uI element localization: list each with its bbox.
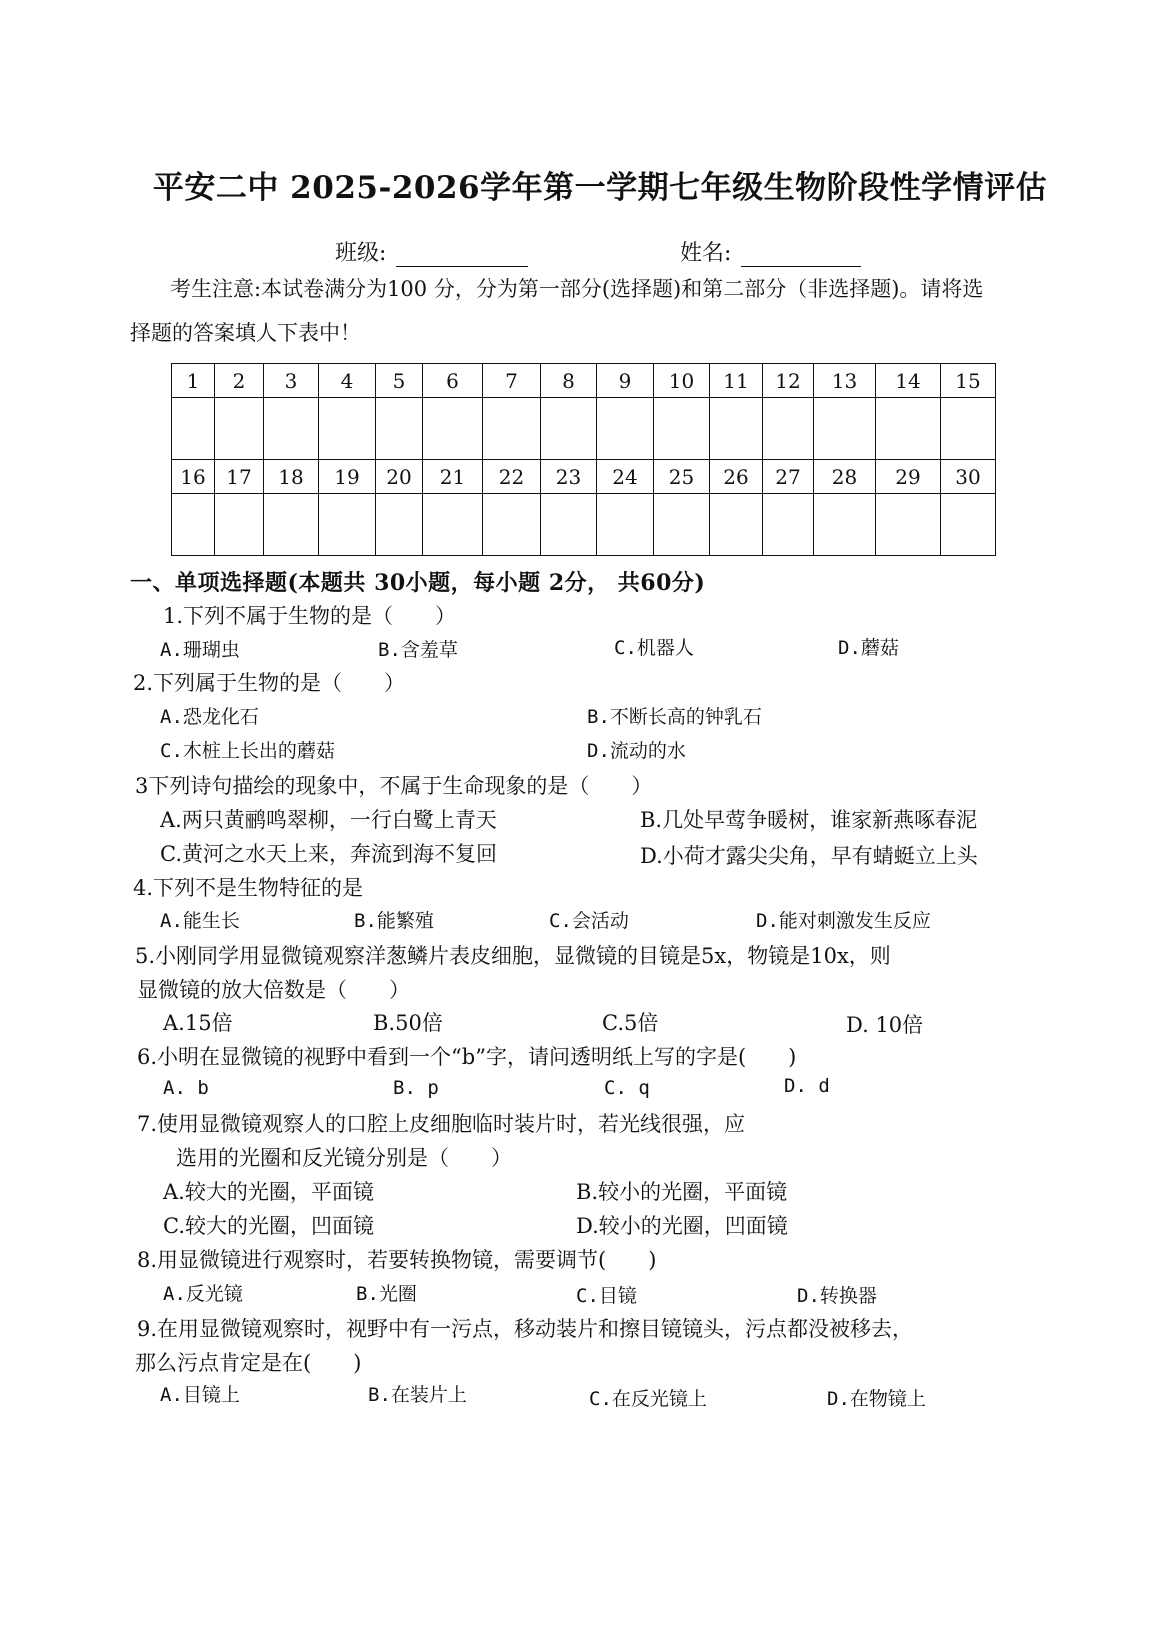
answer-number: 20	[376, 460, 423, 494]
answer-number-row	[172, 460, 996, 494]
answer-box[interactable]	[814, 398, 876, 460]
answer-number: 15	[941, 364, 996, 398]
option[interactable]: C.会活动	[549, 910, 629, 932]
page-title: 平安二中 2025-2026学年第一学期七年级生物阶段性学情评估	[152, 170, 1048, 206]
answer-box[interactable]	[941, 398, 996, 460]
answer-box[interactable]	[483, 398, 541, 460]
option[interactable]: D. d	[784, 1075, 830, 1097]
option[interactable]: A.能生长	[160, 910, 240, 932]
option[interactable]: C.机器人	[614, 637, 694, 659]
question-stem: 7.使用显微镜观察人的口腔上皮细胞临时装片时，若光线很强，应	[137, 1112, 746, 1136]
answer-box[interactable]	[264, 398, 319, 460]
section-title: 一、单项选择题(本题共 30小题，每小题 2分， 共60分)	[130, 570, 706, 596]
option[interactable]: B.含羞草	[378, 639, 458, 661]
answer-number: 5	[376, 364, 423, 398]
question-stem: 2.下列属于生物的是（ ）	[133, 671, 406, 695]
answer-box[interactable]	[597, 494, 654, 556]
option[interactable]: A.较大的光圈，平面镜	[163, 1180, 374, 1204]
answer-number: 10	[654, 364, 710, 398]
answer-number: 21	[423, 460, 483, 494]
option[interactable]: C.较大的光圈，凹面镜	[163, 1214, 374, 1238]
answer-box[interactable]	[376, 398, 423, 460]
question-stem: 4.下列不是生物特征的是	[133, 876, 364, 900]
answer-number: 30	[941, 460, 996, 494]
answer-number: 3	[264, 364, 319, 398]
answer-number: 1	[172, 364, 215, 398]
answer-number: 16	[172, 460, 215, 494]
answer-number: 27	[763, 460, 814, 494]
answer-box[interactable]	[763, 398, 814, 460]
answer-box[interactable]	[215, 494, 264, 556]
option[interactable]: D.较小的光圈，凹面镜	[576, 1214, 788, 1238]
option[interactable]: B.50倍	[373, 1011, 443, 1035]
option[interactable]: C.在反光镜上	[589, 1388, 707, 1410]
class-blank[interactable]	[396, 244, 528, 267]
answer-box[interactable]	[654, 398, 710, 460]
answer-number: 26	[710, 460, 763, 494]
answer-number: 24	[597, 460, 654, 494]
answer-box[interactable]	[172, 398, 215, 460]
notice-line-2: 择题的答案填人下表中！	[130, 321, 361, 345]
answer-box[interactable]	[654, 494, 710, 556]
notice-line-1: 考生注意:本试卷满分为100 分，分为第一部分(选择题)和第二部分（非选择题)。请将选	[170, 277, 984, 301]
answer-number: 11	[710, 364, 763, 398]
answer-box[interactable]	[814, 494, 876, 556]
answer-number: 19	[319, 460, 376, 494]
name-label: 姓名:	[680, 241, 732, 266]
answer-box-row	[172, 494, 996, 556]
answer-number: 18	[264, 460, 319, 494]
answer-box[interactable]	[763, 494, 814, 556]
answer-number: 12	[763, 364, 814, 398]
answer-box[interactable]	[876, 398, 941, 460]
option[interactable]: B.不断长高的钟乳石	[587, 706, 762, 728]
answer-number: 29	[876, 460, 941, 494]
option[interactable]: A. b	[163, 1077, 209, 1099]
question-stem: 3下列诗句描绘的现象中，不属于生命现象的是（ ）	[135, 774, 653, 798]
answer-box[interactable]	[423, 494, 483, 556]
answer-number: 14	[876, 364, 941, 398]
option[interactable]: D.蘑菇	[838, 637, 899, 659]
answer-box[interactable]	[319, 398, 376, 460]
question-stem-cont: 选用的光圈和反光镜分别是（ ）	[176, 1146, 512, 1170]
answer-number: 9	[597, 364, 654, 398]
option[interactable]: A.珊瑚虫	[160, 639, 240, 661]
option[interactable]: C.5倍	[602, 1011, 659, 1035]
answer-box[interactable]	[710, 494, 763, 556]
answer-box-row	[172, 398, 996, 460]
answer-number: 7	[483, 364, 541, 398]
answer-number: 6	[423, 364, 483, 398]
answer-box[interactable]	[376, 494, 423, 556]
option[interactable]: B.能繁殖	[354, 910, 434, 932]
option[interactable]: C.木桩上长出的蘑菇	[160, 740, 335, 762]
option[interactable]: D.能对刺激发生反应	[756, 910, 931, 932]
option[interactable]: C.目镜	[576, 1285, 637, 1307]
option[interactable]: A.两只黄鹂鸣翠柳，一行白鹭上青天	[160, 808, 497, 832]
answer-table	[171, 363, 996, 556]
name-field	[680, 236, 861, 267]
option[interactable]: B.较小的光圈，平面镜	[576, 1180, 788, 1204]
answer-number: 25	[654, 460, 710, 494]
question-stem-cont: 显微镜的放大倍数是（ ）	[137, 978, 410, 1002]
answer-box[interactable]	[423, 398, 483, 460]
answer-number: 8	[541, 364, 597, 398]
answer-number: 13	[814, 364, 876, 398]
answer-box[interactable]	[483, 494, 541, 556]
option[interactable]: D.小荷才露尖尖角，早有蜻蜓立上头	[640, 844, 978, 868]
answer-number: 17	[215, 460, 264, 494]
option[interactable]: A.反光镜	[163, 1283, 243, 1305]
answer-box[interactable]	[876, 494, 941, 556]
answer-box[interactable]	[319, 494, 376, 556]
answer-box[interactable]	[597, 398, 654, 460]
class-label: 班级:	[335, 241, 387, 266]
option[interactable]: B.在装片上	[368, 1384, 467, 1406]
answer-number: 22	[483, 460, 541, 494]
option[interactable]: C.黄河之水天上来，奔流到海不复回	[160, 842, 497, 866]
option[interactable]: D.在物镜上	[827, 1388, 926, 1410]
option[interactable]: A.目镜上	[160, 1384, 240, 1406]
answer-number: 4	[319, 364, 376, 398]
answer-box[interactable]	[215, 398, 264, 460]
option[interactable]: D. 10倍	[846, 1013, 924, 1037]
question-stem: 6.小明在显微镜的视野中看到一个“b”字，请问透明纸上写的字是( )	[137, 1045, 797, 1069]
answer-number-row	[172, 364, 996, 398]
option[interactable]: D.转换器	[797, 1285, 877, 1307]
answer-box[interactable]	[172, 494, 215, 556]
answer-number: 2	[215, 364, 264, 398]
option[interactable]: A.15倍	[163, 1011, 233, 1035]
question-stem: 5.小刚同学用显微镜观察洋葱鳞片表皮细胞，显微镜的目镜是5x，物镜是10x，则	[135, 944, 891, 968]
option[interactable]: D.流动的水	[587, 740, 686, 762]
option[interactable]: C. q	[604, 1077, 650, 1099]
option[interactable]: A.恐龙化石	[160, 706, 259, 728]
answer-number: 23	[541, 460, 597, 494]
answer-number: 28	[814, 460, 876, 494]
answer-box[interactable]	[710, 398, 763, 460]
answer-box[interactable]	[941, 494, 996, 556]
question-stem-cont: 那么污点肯定是在( )	[135, 1351, 362, 1375]
option[interactable]: B.几处早莺争暖树，谁家新燕啄春泥	[640, 808, 978, 832]
class-field	[335, 236, 528, 267]
question-stem: 8.用显微镜进行观察时，若要转换物镜，需要调节( )	[137, 1248, 657, 1272]
question-stem: 9.在用显微镜观察时，视野中有一污点，移动装片和擦目镜镜头，污点都没被移去，	[137, 1317, 914, 1341]
option[interactable]: B.光圈	[356, 1283, 417, 1305]
question-stem: 1.下列不属于生物的是（ ）	[163, 604, 457, 628]
name-blank[interactable]	[741, 244, 861, 267]
answer-box[interactable]	[541, 398, 597, 460]
answer-box[interactable]	[541, 494, 597, 556]
option[interactable]: B. p	[393, 1077, 439, 1099]
answer-box[interactable]	[264, 494, 319, 556]
